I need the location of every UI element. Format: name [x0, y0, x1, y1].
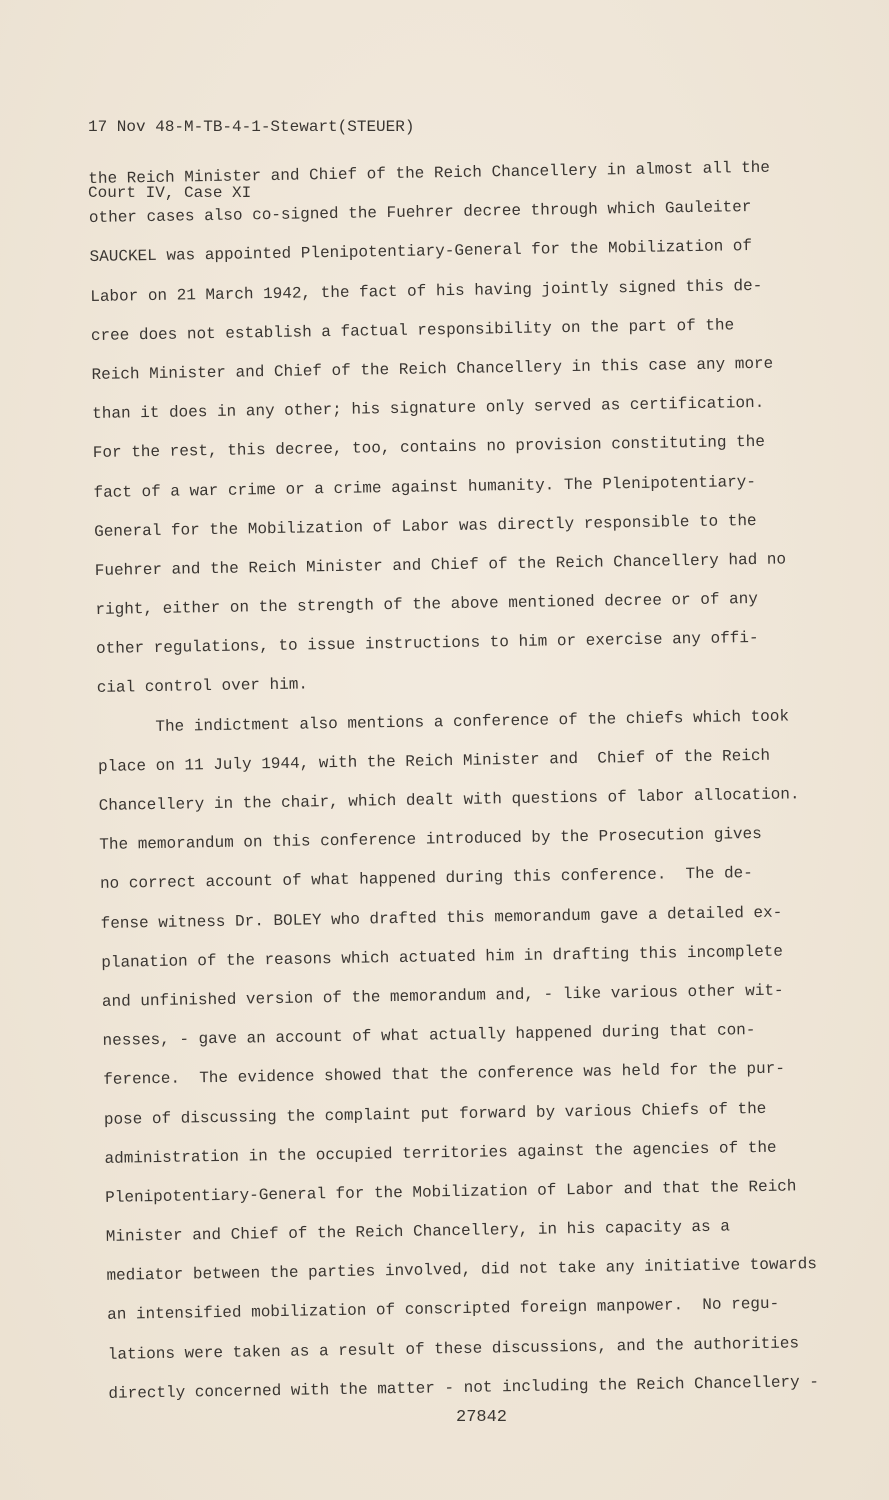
text-line: fact of a war crime or a crime against humanity. The Plenipotentiary-	[93, 472, 757, 502]
text-line: cree does not establish a factual responsibility on the part of the	[90, 316, 735, 345]
text-line: other regulations, to issue instructions to him or exercise any offi-	[95, 629, 759, 659]
text-line: no correct account of what happened during this conference. The de-	[99, 864, 753, 894]
text-line: fense witness Dr. BOLEY who drafted this memorandum gave a detailed ex-	[100, 903, 783, 933]
text-line: planation of the reasons which actuated him in drafting this incomplete	[101, 942, 784, 972]
text-line: right, either on the strength of the above mentioned decree or of any	[95, 590, 759, 619]
text-line: administration in the occupied territories against the agencies of the	[104, 1138, 777, 1168]
text-line: lations were taken as a result of these discussions, and the authorities	[107, 1334, 800, 1364]
text-line: Labor on 21 March 1942, the fact of his having jointly signed this de-	[90, 276, 763, 306]
text-line: the Reich Minister and Chief of the Reich Chancellery in almost all the	[88, 158, 771, 188]
text-line: General for the Mobilization of Labor was directly responsible to the	[94, 511, 757, 541]
text-line: nesses, - gave an account of what actually happened during that con-	[102, 1021, 756, 1051]
text-line: SAUCKEL was appointed Plenipotentiary-General for the Mobilization of	[89, 237, 753, 267]
text-line: cial control over him.	[96, 675, 309, 698]
text-line: ference. The evidence showed that the conference was held for the pur-	[103, 1059, 786, 1090]
text-line: Fuehrer and the Reich Minister and Chief of the Reich Chancellery had no	[94, 550, 787, 580]
text-line: The memorandum on this conference introduced by the Prosecution gives	[99, 825, 762, 855]
text-line: pose of discussing the complaint put forward by various Chiefs of the	[103, 1099, 767, 1129]
text-line: and unfinished version of the memorandum and, - like various other wit-	[101, 981, 784, 1011]
text-line: directly concerned with the matter - not including the Reich Chancellery -	[108, 1372, 820, 1403]
text-line: Reich Minister and Chief of the Reich Chancellery in this case any more	[91, 354, 774, 384]
document-body	[88, 147, 869, 1413]
header-court: Court IV, Case XI	[88, 184, 252, 202]
text-line: Chancellery in the chair, which dealt with questions of labor allocation.	[98, 785, 800, 815]
header-reference: 17 Nov 48-M-TB-4-1-Stewart(STEUER)	[88, 118, 415, 136]
text-line: Plenipotentiary-General for the Mobilization of Labor and that the Reich	[105, 1177, 797, 1207]
text-line: an intensified mobilization of conscripted foreign manpower. No regu-	[107, 1295, 780, 1325]
text-line: mediator between the parties involved, did not take any initiative towards	[106, 1255, 818, 1286]
text-line: than it does in any other; his signature only served as certification.	[92, 393, 765, 424]
text-line: place on 11 July 1944, with the Reich Minister and Chief of the Reich	[97, 746, 771, 776]
text-line: For the rest, this decree, too, contains no provision constituting the	[92, 433, 766, 463]
text-line: Minister and Chief of the Reich Chancellery, in his capacity as a	[105, 1217, 731, 1246]
text-line: The indictment also mentions a conference of the chiefs which took	[155, 707, 790, 736]
page-number: 27842	[456, 1408, 508, 1427]
text-line: other cases also co-signed the Fuehrer decree through which Gauleiter	[88, 198, 752, 228]
